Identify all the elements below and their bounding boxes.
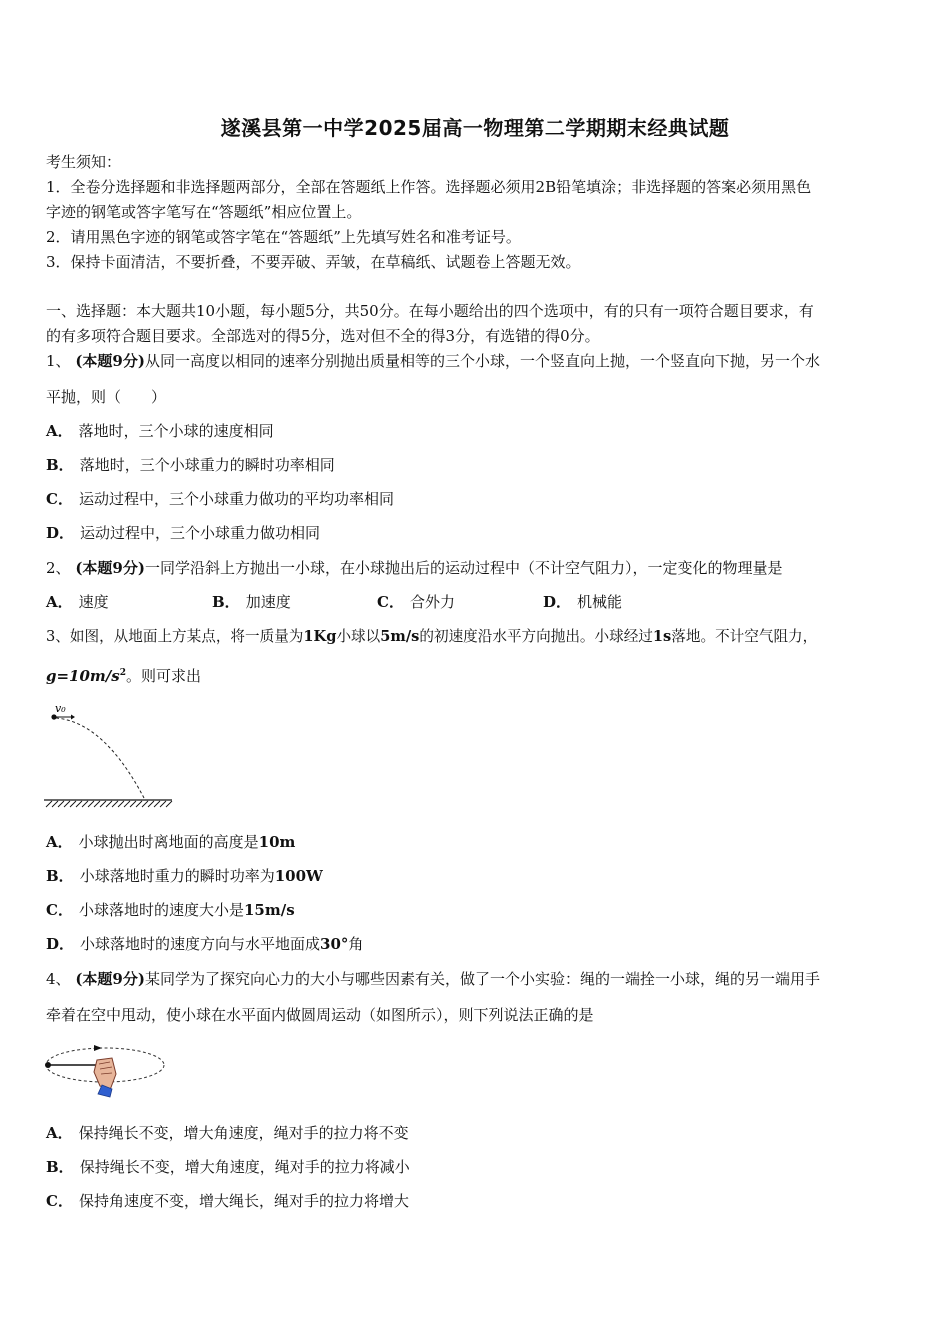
question-number: 2、 — [46, 559, 71, 577]
question-1-stem-cont: 平抛，则（ ） — [46, 388, 167, 406]
notice-item-1: 1．全卷分选择题和非选择题两部分，全部在答题纸上作答。选择题必须用2B铅笔填涂；非选择题的答案必须用黑色 — [46, 178, 812, 196]
notice-item-1-cont: 字迹的钢笔或答字笔写在“答题纸”相应位置上。 — [46, 203, 362, 221]
page-title: 遂溪县第一中学2025届高一物理第二学期期末经典试题 — [220, 116, 730, 140]
v0-label: v₀ — [55, 702, 66, 715]
trajectory-path — [56, 718, 144, 798]
q2-option-c[interactable]: C． 合外力 — [377, 593, 455, 611]
q3-option-a[interactable]: A． 小球抛出时离地面的高度是10m — [46, 833, 296, 851]
q3-option-c[interactable]: C． 小球落地时的速度大小是15m/s — [46, 901, 295, 919]
hand-icon — [94, 1058, 116, 1097]
q3-option-b[interactable]: B． 小球落地时重力的瞬时功率为100W — [46, 867, 323, 885]
question-3-stem: 3、如图，从地面上方某点，将一质量为1Kg小球以5m/s的初速度沿水平方向抛出。小球经过1s落地。不计空气阻力， — [46, 628, 818, 645]
ground-hatch — [46, 801, 172, 807]
notice-item-3: 3．保持卡面清洁，不要折叠，不要弄破、弄皱，在草稿纸、试题卷上答题无效。 — [46, 253, 581, 271]
question-number: 4、 — [46, 970, 71, 988]
question-3-stem-cont: $g=10m/s^2$。则可求出 — [46, 667, 202, 685]
question-score: (本题9分) — [75, 559, 145, 577]
q4-option-c[interactable]: C． 保持角速度不变，增大绳长，绳对手的拉力将增大 — [46, 1192, 409, 1210]
ball-icon — [51, 714, 56, 719]
question-2-stem — [46, 558, 782, 578]
section-header-line2: 的有多项符合题目要求。全部选对的得5分，选对但不全的得3分，有选错的得0分。 — [46, 327, 600, 345]
section-header-line1: 一、选择题：本大题共10小题，每小题5分，共50分。在每小题给出的四个选项中，有的只有一项符合题目要求，有 — [46, 302, 814, 320]
question-1-stem — [46, 351, 820, 371]
q1-option-c[interactable]: C． 运动过程中，三个小球重力做功的平均功率相同 — [46, 490, 394, 508]
q1-option-b[interactable]: B． 落地时，三个小球重力的瞬时功率相同 — [46, 456, 335, 474]
question-text: 一同学沿斜上方抛出一小球，在小球抛出后的运动过程中（不计空气阻力），一定变化的物理量是 — [144, 559, 783, 577]
q4-option-b[interactable]: B． 保持绳长不变，增大角速度，绳对手的拉力将减小 — [46, 1158, 410, 1176]
question-number: 1、 — [46, 352, 71, 370]
notice-heading: 考生须知： — [46, 153, 122, 171]
question-text: 某同学为了探究向心力的大小与哪些因素有关，做了一个小实验：绳的一端拴一小球，绳的另一端用手 — [144, 970, 820, 988]
circular-motion-figure — [42, 1040, 172, 1110]
projectile-figure — [44, 700, 174, 810]
q2-option-a[interactable]: A． 速度 — [46, 593, 109, 611]
gravity-value: $g=10m/s^2$ — [46, 667, 126, 685]
question-score: (本题9分) — [75, 970, 145, 988]
notice-item-2: 2．请用黑色字迹的钢笔或答字笔在“答题纸”上先填写姓名和准考证号。 — [46, 228, 521, 246]
q3-option-d[interactable]: D． 小球落地时的速度方向与水平地面成30°角 — [46, 935, 364, 953]
q2-option-d[interactable]: D． 机械能 — [543, 593, 623, 611]
question-score: (本题9分) — [75, 352, 145, 370]
q2-option-b[interactable]: B． 加速度 — [212, 593, 291, 611]
q1-option-a[interactable]: A． 落地时，三个小球的速度相同 — [46, 422, 274, 440]
direction-arrow-icon — [94, 1045, 102, 1051]
question-4-stem — [46, 969, 820, 989]
q1-option-d[interactable]: D． 运动过程中，三个小球重力做功相同 — [46, 524, 321, 542]
question-4-stem-cont: 牵着在空中甩动，使小球在水平面内做圆周运动（如图所示），则下列说法正确的是 — [46, 1006, 594, 1024]
q4-option-a[interactable]: A． 保持绳长不变，增大角速度，绳对手的拉力将不变 — [46, 1124, 409, 1142]
question-text: 从同一高度以相同的速率分别抛出质量相等的三个小球，一个竖直向上抛，一个竖直向下抛，另一个水 — [144, 352, 820, 370]
